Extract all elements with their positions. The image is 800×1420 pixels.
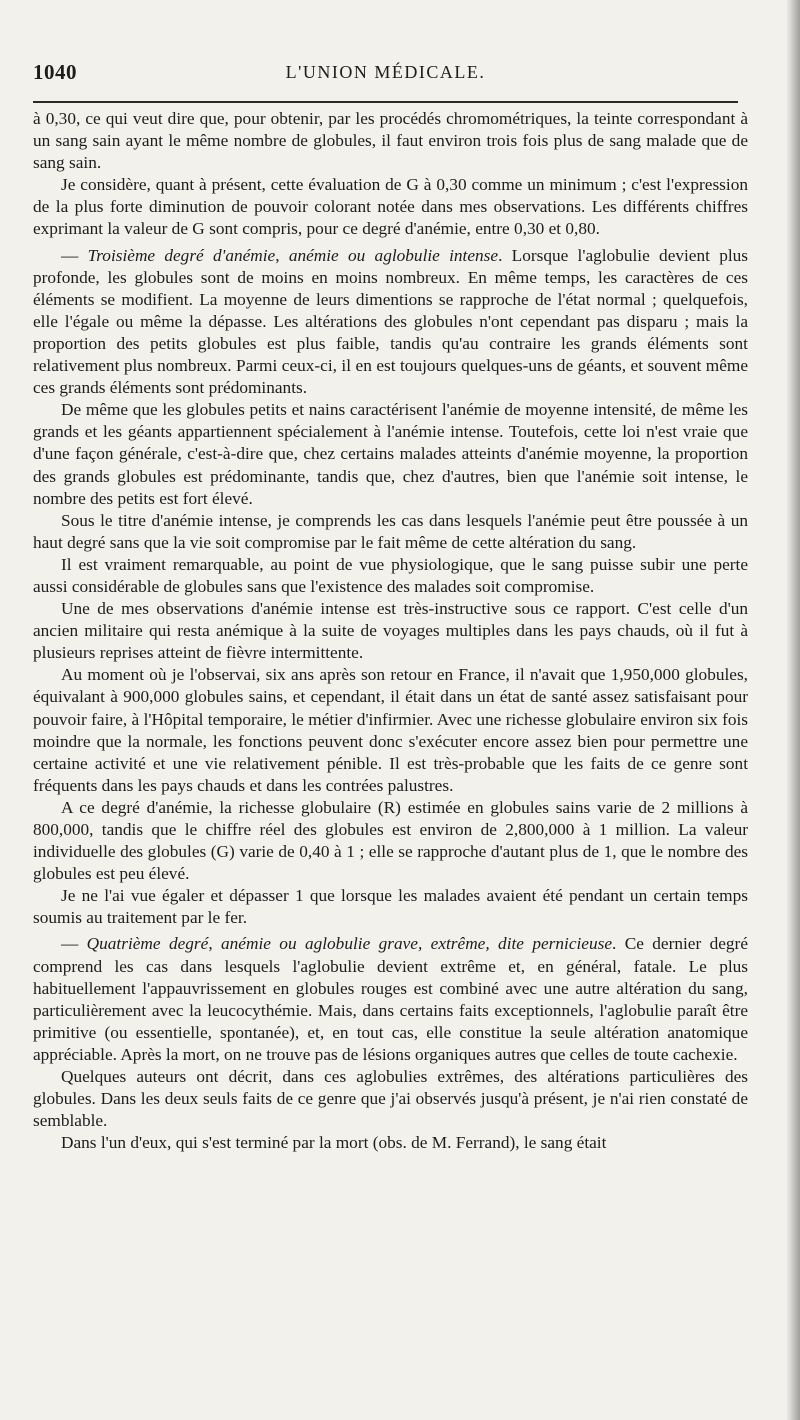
section-dash: — xyxy=(61,934,87,954)
section-dash: — xyxy=(61,245,88,265)
section-subheading: anémie ou aglobulie grave, extrême, dite pernicieuse xyxy=(221,934,613,954)
paragraph-8: Au moment où je l'observai, six ans après son retour en France, il n'avait que 1,950,000 globules, équivalant à 900,000 globules sains, et cependant, il était dans un état de santé assez satisfaisant pour pouvoir faire, à l'Hôpital temporaire, le métier d'infirmier. Avec une richesse globulaire environ six fois moindre que la normale, les fonctions peuvent donc s'exécuter encore assez bien pour permettre une certaine activité et une vie relativement pénible. Il est très-probable que les faits de ce genre sont fréquents dans les pays chauds et dans les contrées palustres. xyxy=(33,665,748,795)
paragraph-5: Sous le titre d'anémie intense, je comprends les cas dans lesquels l'anémie peut être poussée à un haut degré sans que la vie soit compromise par le fait même de cette altération du sang. xyxy=(33,510,748,552)
page-header xyxy=(33,60,738,94)
paragraph-3 xyxy=(33,245,748,400)
section-heading: Quatrième degré xyxy=(86,934,209,954)
paragraph-12: Quelques auteurs ont décrit, dans ces aglobulies extrêmes, des altérations particulières des globules. Dans les deux seuls faits de ce genre que j'ai observés jusqu'à présent, je n'ai rien constaté de semblable. xyxy=(33,1067,748,1131)
paragraph-11 xyxy=(33,933,748,1066)
paragraph-6: Il est vraiment remarquable, au point de vue physiologique, que le sang puisse subir une perte aussi considérable de globules sans que l'existence des malades soit compromise. xyxy=(33,554,748,596)
paragraph-1: à 0,30, ce qui veut dire que, pour obtenir, par les procédés chromométriques, la teinte correspondant à un sang sain ayant le même nombre de globules, il faut environ trois fois plus de sang malade que de sang sain. xyxy=(33,109,748,173)
section-subheading: anémie ou aglobulie intense xyxy=(288,245,499,265)
heading-comma: , xyxy=(208,934,222,954)
paragraph-10: Je ne l'ai vue égaler et dépasser 1 que lorsque les malades avaient été pendant un certain temps soumis au traitement par le fer. xyxy=(33,886,748,928)
paragraph-2: Je considère, quant à présent, cette évaluation de G à 0,30 comme un minimum ; c'est l'expression de la plus forte diminution de pouvoir colorant notée dans mes observations. Les différents chiffres exprimant la valeur de G sont compris, pour ce degré d'anémie, entre 0,30 et 0,80. xyxy=(33,175,748,239)
running-title: L'UNION MÉDICALE. xyxy=(285,62,486,82)
paragraph-4: De même que les globules petits et nains caractérisent l'anémie de moyenne intensité, de même les grands et les géants appartiennent spécialement à l'anémie intense. Toutefois, cette loi n'est vraie que d'une façon générale, c'est-à-dire que, chez certains malades atteints d'anémie moyenne, la proportion des grands globules est prédominante, tandis que, chez d'autres, bien que l'anémie soit intense, le nombre des petits est fort élevé. xyxy=(33,400,748,508)
paragraph-7: Une de mes observations d'anémie intense est très-instructive sous ce rapport. C'est celle d'un ancien militaire qui resta anémique à la suite de voyages multiples dans les pays chauds, où il fut à plusieurs reprises atteint de fièvre intermittente. xyxy=(33,599,748,663)
section-heading: Troisième degré d'anémie xyxy=(87,245,276,265)
header-rule xyxy=(33,101,738,103)
paragraph-11-text: . Ce dernier degré comprend les cas dans lesquels l'aglobulie devient extrême et, en général, fatale. Le plus habituellement l'appauvrissement en globules rouges est combiné avec une autre altération du sang, particulièrement avec la leucocythémie. Mais, dans certains faits exceptionnels, l'aglobulie paraît être primitive (ou essentielle, spontanée), et, en tout cas, elle constitue la seule altération anatomique appréciable. Après la mort, on ne trouve pas de lésions organiques autres que celles de toute cachexie. xyxy=(33,934,748,1064)
paragraph-13: Dans l'un d'eux, qui s'est terminé par la mort (obs. de M. Ferrand), le sang était xyxy=(61,1133,607,1153)
page-number: 1040 xyxy=(33,60,77,84)
paragraph-9: A ce degré d'anémie, la richesse globulaire (R) estimée en globules sains varie de 2 millions à 800,000, tandis que le chiffre réel des globules est environ de 2,800,000 à 1 million. La valeur individuelle des globules (G) varie de 0,40 à 1 ; elle se rapproche d'autant plus de 1, que le nombre des globules est peu élevé. xyxy=(33,797,748,884)
page-binding-shadow xyxy=(786,0,800,1420)
text-body xyxy=(33,108,748,1154)
paragraph-3-text: . Lorsque l'aglobulie devient plus profonde, les globules sont de moins en moins nombreux. En même temps, les caractères de ces éléments se modifient. La moyenne de leurs dimentions se rapproche de l'état normal ; quelquefois, elle l'égale ou même la dépasse. Les altérations des globules n'ont cependant pas disparu ; mais la proportion des petits globules est plus faible, tandis qu'au contraire les grands éléments sont relativement plus nombreux. Parmi ceux-ci, il en est toujours quelques-uns de géants, et souvent même ces grands éléments sont prédominants. xyxy=(33,245,748,398)
heading-comma: , xyxy=(275,245,289,265)
